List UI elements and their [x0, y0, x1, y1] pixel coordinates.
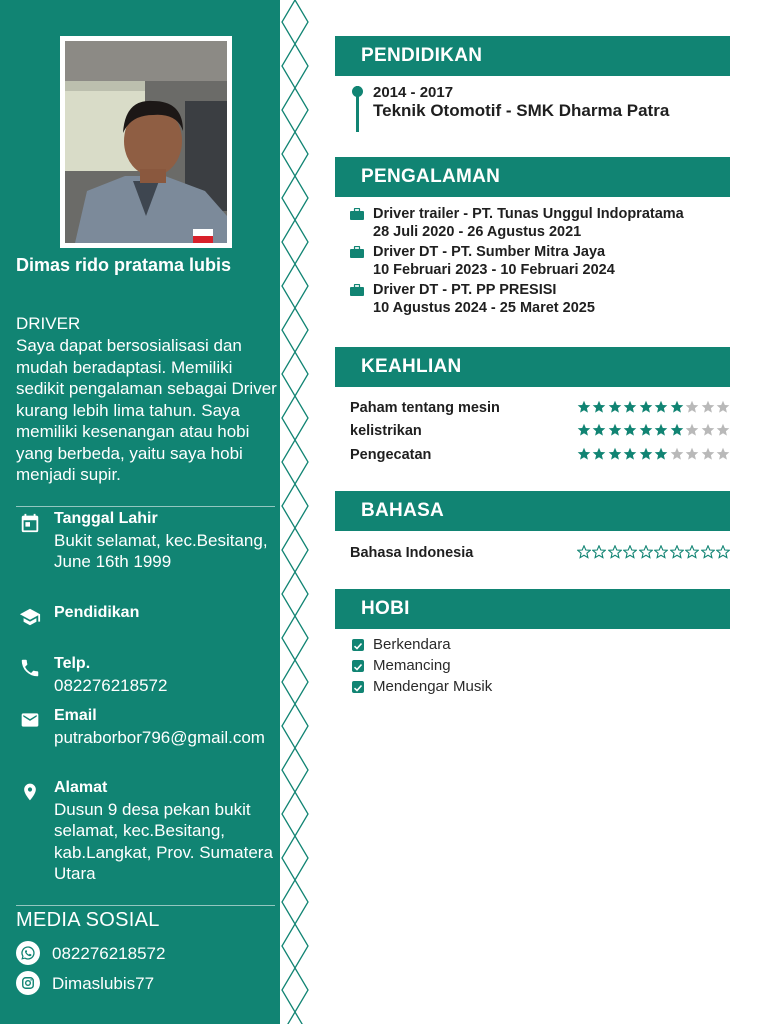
section-title: HOBI [361, 598, 410, 619]
hobby-text: Berkendara [373, 636, 451, 653]
whatsapp-icon [16, 941, 40, 965]
skill-rating [575, 400, 730, 418]
star-icon [639, 400, 653, 414]
star-icon [623, 447, 637, 461]
profile-name: Dimas rido pratama lubis [16, 255, 232, 275]
star-icon [685, 400, 699, 414]
star-icon [577, 423, 591, 437]
info-phone-value: 082276218572 [54, 676, 168, 695]
hobby-item [352, 636, 652, 656]
experience-title: Driver DT - PT. PP PRESISI [373, 282, 557, 298]
section-title: PENGALAMAN [361, 166, 501, 187]
sidebar [0, 0, 280, 1024]
star-icon [716, 423, 730, 437]
star-icon [701, 400, 715, 414]
section-header-experience [335, 157, 730, 197]
info-birth-value: Bukit selamat, kec.Besitang, June 16th 1999 [54, 531, 268, 572]
language-rating [575, 545, 730, 563]
profile-summary: Saya dapat bersosialisasi dan mudah beradaptasi. Memiliki sedikit pengalaman sebagai Driver kurang lebih lima tahun. Saya memiliki kesenangan atau hobi yang berbeda, yaitu saya hobi menjadi supir. [16, 336, 277, 484]
star-icon [701, 447, 715, 461]
social-item-text: 082276218572 [52, 944, 166, 963]
profile-photo [65, 41, 227, 243]
info-address-title: Alamat [54, 779, 108, 796]
education-school: Teknik Otomotif - SMK Dharma Patra [373, 101, 670, 120]
info-phone-title: Telp. [54, 655, 91, 672]
experience-item [350, 205, 730, 241]
section-title: KEAHLIAN [361, 356, 462, 377]
star-icon [592, 447, 606, 461]
star-icon [701, 423, 715, 437]
language-name: Bahasa Indonesia [350, 545, 474, 561]
star-icon [654, 447, 668, 461]
star-icon [608, 545, 622, 559]
experience-item [350, 281, 730, 317]
experience-date: 28 Juli 2020 - 26 Agustus 2021 [373, 224, 582, 240]
skill-name: Pengecatan [350, 447, 432, 463]
star-icon [623, 400, 637, 414]
star-icon [654, 545, 668, 559]
skill-rating [575, 423, 730, 441]
star-icon [654, 400, 668, 414]
star-icon [716, 400, 730, 414]
checkbox-icon [352, 639, 364, 651]
graduation-cap-icon [16, 605, 44, 629]
skill-name: kelistrikan [350, 423, 422, 439]
language-row [350, 545, 730, 565]
star-icon [639, 423, 653, 437]
profile-role: DRIVER [16, 314, 81, 333]
location-pin-icon [16, 780, 44, 804]
timeline-dot [352, 86, 363, 97]
hobby-item [352, 678, 652, 698]
social-media-title: MEDIA SOSIAL [16, 909, 160, 931]
star-icon [577, 400, 591, 414]
star-icon [685, 423, 699, 437]
social-item-text: Dimaslubis77 [52, 974, 155, 993]
star-icon [608, 400, 622, 414]
star-icon [670, 400, 684, 414]
skill-row [350, 400, 730, 420]
section-header-languages [335, 491, 730, 531]
star-icon [639, 545, 653, 559]
star-icon [623, 545, 637, 559]
decorative-lattice [280, 0, 310, 1024]
instagram-icon [16, 971, 40, 995]
section-header-skills [335, 347, 730, 387]
info-email-value: putraborbor796@gmail.com [54, 728, 265, 747]
section-header-hobbies [335, 589, 730, 629]
education-years: 2014 - 2017 [373, 84, 454, 101]
skill-row [350, 423, 730, 443]
mail-icon [16, 708, 44, 732]
experience-title: Driver DT - PT. Sumber Mitra Jaya [373, 244, 606, 260]
divider [16, 506, 275, 507]
experience-date: 10 Februari 2023 - 10 Februari 2024 [373, 262, 615, 278]
star-icon [592, 400, 606, 414]
info-address [16, 778, 278, 904]
info-birth-title: Tanggal Lahir [54, 510, 158, 527]
divider [16, 905, 275, 906]
star-icon [577, 545, 591, 559]
star-icon [670, 447, 684, 461]
star-icon [670, 545, 684, 559]
star-icon [716, 545, 730, 559]
info-education [16, 603, 278, 633]
social-item-whatsapp[interactable] [16, 941, 266, 967]
checkbox-icon [352, 681, 364, 693]
star-icon [685, 447, 699, 461]
briefcase-icon [350, 208, 364, 220]
hobby-item [352, 657, 652, 677]
calendar-icon [16, 511, 44, 535]
phone-icon [16, 656, 44, 680]
star-icon [592, 423, 606, 437]
hobby-text: Memancing [373, 657, 451, 674]
info-address-value: Dusun 9 desa pekan bukit selamat, kec.Besitang, kab.Langkat, Prov. Sumatera Utara [54, 800, 273, 883]
info-phone [16, 654, 278, 698]
briefcase-icon [350, 246, 364, 258]
skill-row [350, 447, 730, 467]
info-email [16, 706, 278, 770]
star-icon [592, 545, 606, 559]
star-icon [608, 447, 622, 461]
star-icon [685, 545, 699, 559]
skill-rating [575, 447, 730, 465]
skill-name: Paham tentang mesin [350, 400, 500, 416]
star-icon [654, 423, 668, 437]
star-icon [577, 447, 591, 461]
checkbox-icon [352, 660, 364, 672]
star-icon [716, 447, 730, 461]
star-icon [639, 447, 653, 461]
experience-date: 10 Agustus 2024 - 25 Maret 2025 [373, 300, 595, 316]
star-icon [623, 423, 637, 437]
profile-photo-frame [60, 36, 232, 248]
experience-item [350, 243, 730, 279]
info-email-title: Email [54, 707, 97, 724]
star-icon [608, 423, 622, 437]
section-title: PENDIDIKAN [361, 45, 483, 66]
info-education-title: Pendidikan [54, 604, 140, 621]
experience-title: Driver trailer - PT. Tunas Unggul Indopratama [373, 206, 684, 222]
social-item-instagram[interactable] [16, 971, 266, 997]
hobby-text: Mendengar Musik [373, 678, 493, 695]
star-icon [670, 423, 684, 437]
star-icon [701, 545, 715, 559]
section-title: BAHASA [361, 500, 445, 521]
info-birth [16, 509, 278, 595]
section-header-education [335, 36, 730, 76]
briefcase-icon [350, 284, 364, 296]
